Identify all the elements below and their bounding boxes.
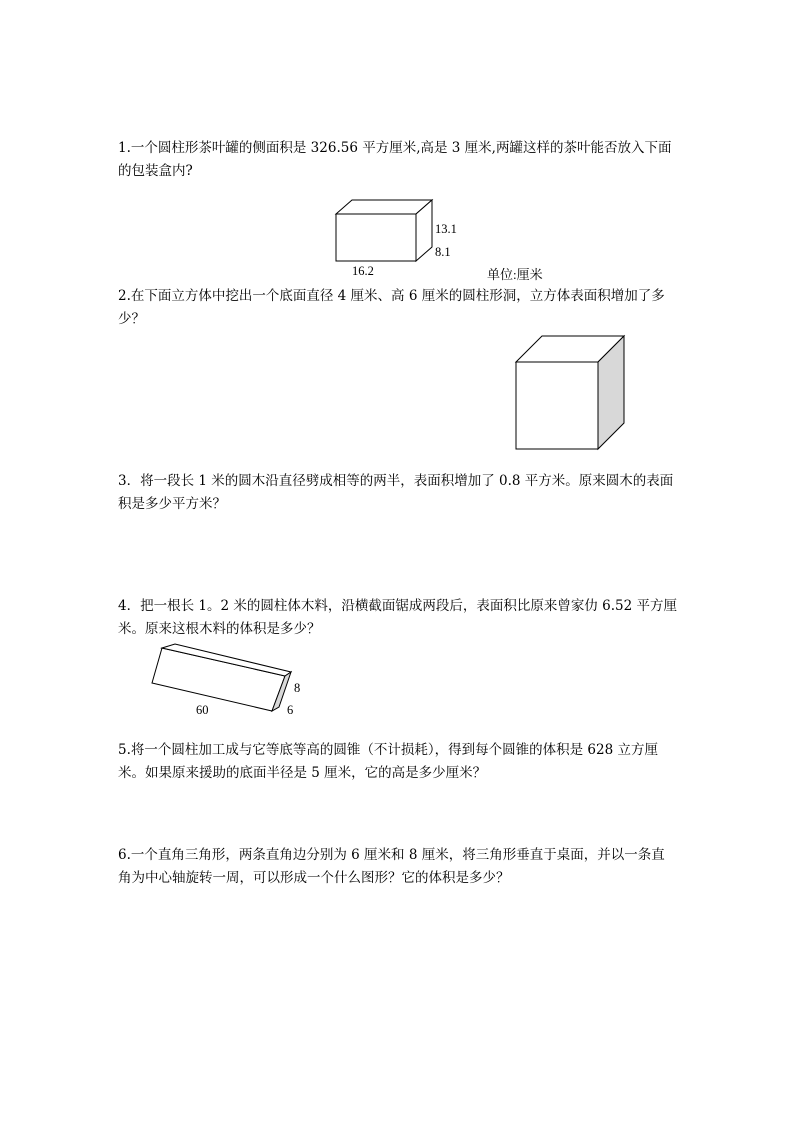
- box-depth-label: 8.1: [435, 245, 451, 259]
- prism-depth-label: 6: [287, 703, 294, 717]
- prism-length-label: 60: [196, 703, 209, 717]
- question-5: 5.将一个圆柱加工成与它等底等高的圆锥（不计损耗），得到每个圆锥的体积是 628 立方厘米。如果原来援助的底面半径是 5 厘米，它的高是多少厘米？: [118, 742, 658, 781]
- question-2: 2.在下面立方体中挖出一个底面直径 4 厘米、高 6 厘米的圆柱形洞，立方体表面积增加了多少？: [118, 288, 665, 327]
- question-1: 1.一个圆柱形茶叶罐的侧面积是 326.56 平方厘米,高是 3 厘米,两罐这样的茶叶能否放入下面的包装盒内?: [118, 140, 672, 179]
- unit-label: 单位:厘米: [487, 267, 543, 282]
- box-length-label: 16.2: [352, 264, 374, 278]
- question-6: 6.一个直角三角形，两条直角边分别为 6 厘米和 8 厘米，将三角形垂直于桌面，并以一条直角为中心轴旋转一周，可以形成一个什么图形？它的体积是多少？: [118, 847, 665, 886]
- prism-height-label: 8: [294, 681, 301, 695]
- box-height-label: 13.1: [435, 222, 457, 236]
- question-3: 3．将一段长 1 米的圆木沿直径劈成相等的两半，表面积增加了 0.8 平方米。原来圆木的表面积是多少平方米？: [118, 473, 674, 512]
- question-4: 4．把一根长 1。2 米的圆柱体木料，沿横截面锯成两段后，表面积比原来曾家仂 6.52 平方厘米。原来这根木料的体积是多少？: [118, 598, 677, 637]
